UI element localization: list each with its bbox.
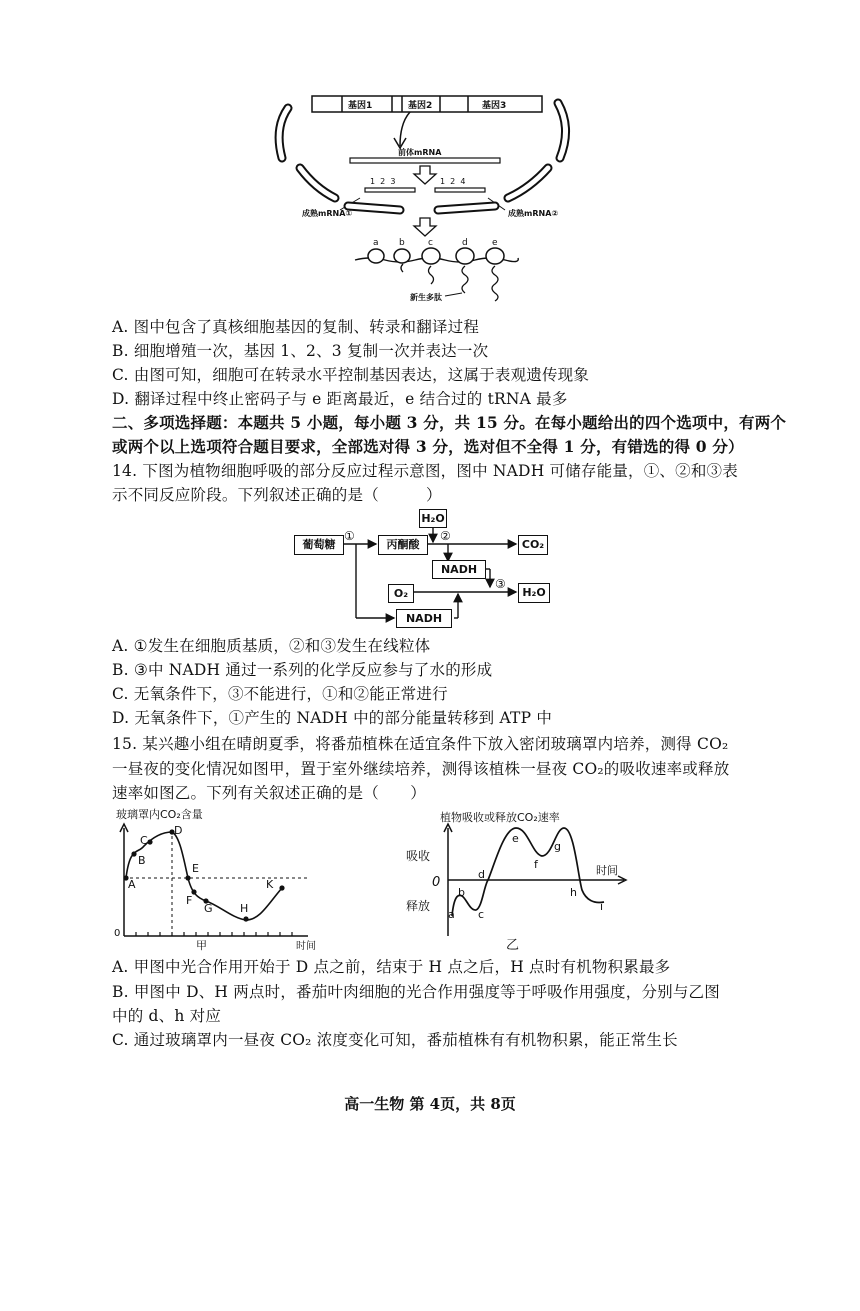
gene-expression-figure (260, 88, 590, 308)
ribosome-label-b: b (399, 238, 405, 248)
ribosome-label-a: a (373, 238, 379, 248)
q15-stem-line1: 15. 某兴趣小组在晴朗夏季，将番茄植株在适宜条件下放入密闭玻璃罩内培养，测得 CO₂ (112, 735, 729, 753)
pre-mrna-label: 前体mRNA (398, 148, 442, 157)
jia-caption: 甲 (196, 939, 207, 951)
yi-point-b: b (458, 886, 465, 899)
step-1-label: ① (344, 529, 355, 543)
q15-stem-line3: 速率如图乙。下列有关叙述正确的是（ ） (112, 784, 427, 802)
q14-option-a: A. ①发生在细胞质基质，②和③发生在线粒体 (112, 637, 431, 655)
q13-option-c: C. 由图可知，细胞可在转录水平控制基因表达，这属于表观遗传现象 (112, 366, 590, 384)
q13-option-b: B. 细胞增殖一次，基因 1、2、3 复制一次并表达一次 (112, 342, 489, 360)
right-exon-numbers: 1 2 4 (440, 177, 466, 186)
ribosome-label-e: e (492, 238, 498, 248)
yi-y-axis-label: 植物吸收或释放CO₂速率 (440, 811, 560, 824)
q13-option-d: D. 翻译过程中终止密码子与 e 距离最近，e 结合过的 tRNA 最多 (112, 390, 568, 408)
yi-absorb-label: 吸收 (406, 849, 431, 863)
figure-jia-co2-content (108, 806, 328, 951)
q15-option-b-line2: 中的 d、h 对应 (112, 1007, 222, 1025)
h2o-output-box: H₂O (518, 583, 550, 603)
step-3-label: ③ (495, 577, 506, 591)
pyruvate-box: 丙酮酸 (378, 535, 428, 555)
jia-point-h: H (240, 902, 249, 915)
q13-option-a: A. 图中包含了真核细胞基因的复制、转录和翻译过程 (112, 318, 480, 336)
nadh-box-1: NADH (432, 560, 486, 579)
jia-point-k: K (266, 878, 274, 891)
left-exon-numbers: 1 2 3 (370, 177, 396, 186)
q14-option-c: C. 无氧条件下，③不能进行，①和②能正常进行 (112, 685, 448, 703)
jia-point-e: E (192, 862, 199, 875)
yi-point-d: d (478, 868, 485, 881)
gene-label-2: 基因2 (408, 101, 433, 111)
polypeptide-label: 新生多肽 (410, 293, 442, 302)
yi-point-a: a (448, 908, 455, 921)
ribosome-label-c: c (428, 238, 433, 248)
q14-stem-line1: 14. 下图为植物细胞呼吸的部分反应过程示意图，图中 NADH 可储存能量，①、②和③表 (112, 462, 738, 480)
mature-mrna-1-label: 成熟mRNA① (302, 209, 353, 218)
gene-label-1: 基因1 (348, 101, 373, 111)
glucose-box: 葡萄糖 (294, 535, 344, 555)
respiration-figure (290, 508, 570, 628)
yi-point-h: h (570, 886, 577, 899)
section2-heading-line2: 或两个以上选项符合题目要求，全部选对得 3 分，选对但不全得 1 分，有错选的得 0 分） (112, 437, 744, 456)
jia-y-axis-label: 玻璃罩内CO₂含量 (116, 808, 203, 821)
jia-point-c: C (140, 834, 148, 847)
h2o-input-box: H₂O (419, 509, 447, 528)
page-footer: 高一生物 第 4页，共 8页 (344, 1095, 516, 1113)
jia-origin: 0 (114, 928, 121, 939)
q14-option-d: D. 无氧条件下，①产生的 NADH 中的部分能量转移到 ATP 中 (112, 709, 553, 727)
yi-point-g: g (554, 840, 561, 853)
q15-option-b-line1: B. 甲图中 D、H 两点时，番茄叶肉细胞的光合作用强度等于呼吸作用强度，分别与乙图 (112, 983, 720, 1001)
yi-point-f: f (534, 858, 538, 871)
nadh-box-2: NADH (396, 609, 452, 628)
figure-yi-co2-rate (396, 806, 636, 954)
gene-label-3: 基因3 (482, 101, 507, 111)
yi-point-i: i (600, 900, 604, 913)
yi-release-label: 释放 (406, 899, 431, 913)
q15-stem-line2: 一昼夜的变化情况如图甲，置于室外继续培养，测得该植株一昼夜 CO₂的吸收速率或释放 (112, 760, 730, 778)
yi-point-e: e (512, 832, 519, 845)
jia-point-f: F (186, 894, 193, 907)
step-2-label: ② (440, 529, 451, 543)
jia-point-a: A (128, 878, 136, 891)
q14-option-b: B. ③中 NADH 通过一系列的化学反应参与了水的形成 (112, 661, 493, 679)
yi-origin: 0 (432, 875, 441, 890)
jia-point-g: G (204, 902, 213, 915)
q15-option-a: A. 甲图中光合作用开始于 D 点之前，结束于 H 点之后，H 点时有机物积累最多 (112, 958, 671, 976)
ribosome-label-d: d (462, 238, 468, 248)
q14-stem-line2: 示不同反应阶段。下列叙述正确的是（ ） (112, 486, 442, 504)
co2-box: CO₂ (518, 535, 548, 555)
jia-x-axis-label: 时间 (296, 941, 316, 951)
o2-box: O₂ (388, 584, 414, 603)
section2-heading-line1: 二、多项选择题：本题共 5 小题，每小题 3 分，共 15 分。在每小题给出的四个选项中，有两个 (112, 413, 787, 432)
mature-mrna-2-label: 成熟mRNA② (508, 209, 559, 218)
yi-point-c: c (478, 908, 485, 921)
jia-point-b: B (138, 854, 146, 867)
yi-x-axis-label: 时间 (596, 864, 618, 877)
jia-point-d: D (174, 824, 183, 837)
q15-option-c: C. 通过玻璃罩内一昼夜 CO₂ 浓度变化可知，番茄植株有有机物积累，能正常生长 (112, 1031, 678, 1049)
yi-caption: 乙 (506, 938, 520, 953)
